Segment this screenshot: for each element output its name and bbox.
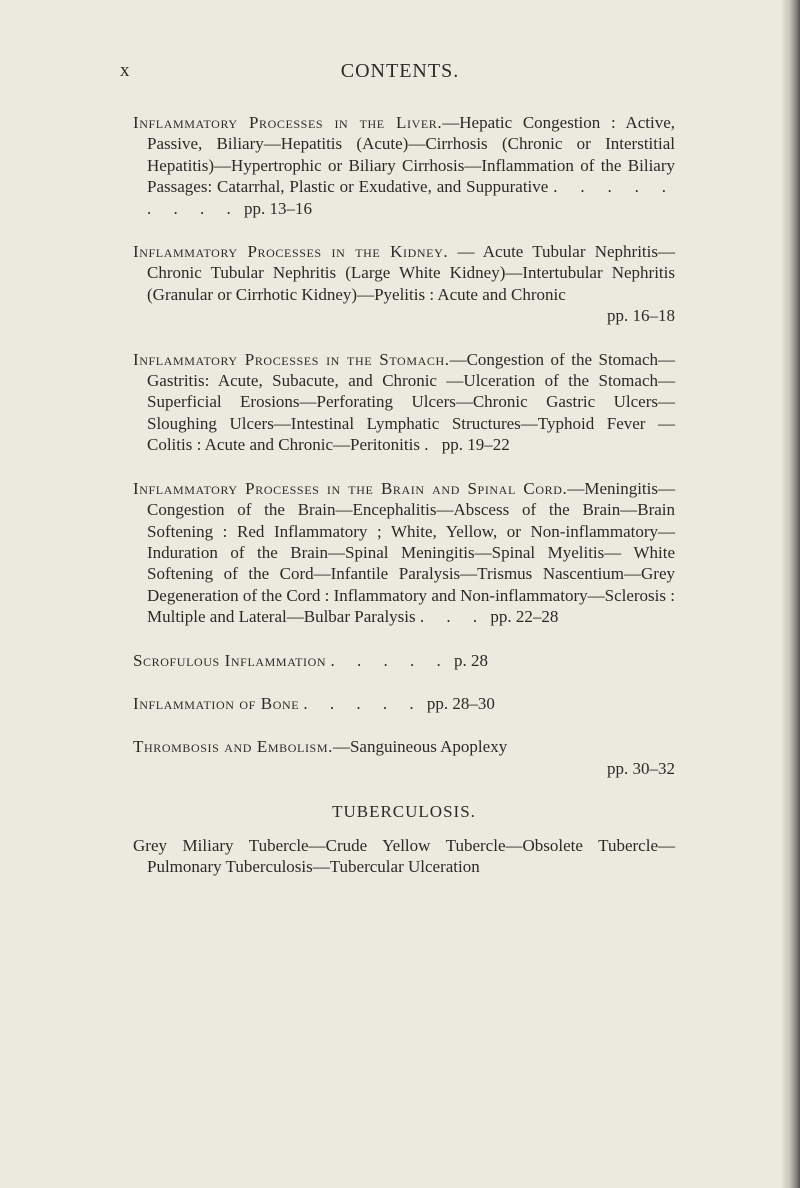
toc-entry-scrofulous xyxy=(133,650,675,671)
entry-heading: Scrofulous Inflammation xyxy=(133,650,327,670)
entry-pages: pp. 19–22 xyxy=(441,435,510,455)
entry-heading: Thrombosis and Embolism. xyxy=(133,737,333,757)
entry-body: —Sanguineous Apoplexy xyxy=(332,737,508,757)
entry-pages: pp. 28–30 xyxy=(426,693,495,713)
page-number: x xyxy=(120,60,131,81)
entry-pages: pp. 30–32 xyxy=(607,758,675,778)
entry-body: Grey Miliary Tubercle—Crude Yellow Tubercle—Obsolete Tubercle—Pulmonary Tuberculosis—Tubercular Ulceration xyxy=(133,835,675,876)
entry-body: — Acute Tubular Nephritis—Chronic Tubular Nephritis (Large White Kidney)—Intertubular Nephritis (Granular or Cirrhotic Kidney)—Pyelitis : Acute and Chronic xyxy=(147,242,675,304)
dot-leaders: . . . xyxy=(419,607,487,627)
entry-heading: Inflammatory Processes in the Liver. xyxy=(133,113,443,132)
dot-leaders: . xyxy=(424,435,438,455)
dot-leaders: . . . . . xyxy=(303,693,423,713)
entry-pages: pp. 13–16 xyxy=(244,198,312,218)
entry-heading: Inflammatory Processes in the Kidney. xyxy=(133,242,449,262)
entry-body: —Congestion of the Stomach—Gastritis: Acute, Subacute, and Chronic —Ulceration of the Stomach—Superficial Erosions—Perforating Ulcers—Chronic Gastric Ulcers—Sloughing Ulcers—Intestinal Lymphatic Structures—Typhoid Fever —Colitis : Acute and Chronic—Peritonitis xyxy=(147,349,675,455)
entry-body: —Meningitis—Congestion of the Brain—Encephalitis—Abscess of the Brain—Brain Softening : Red Inflammatory ; White, Yellow, or Non-inflammatory—Induration of the Brain—Spinal Meningitis—Spinal Myelitis— White Softening of the Cord—Infantile Paralysis—Trismus Nascentium—Grey Degeneration of the Cord : Inflammatory and Non-inflammatory—Sclerosis : Multiple and Lateral—Bulbar Paralysis xyxy=(147,478,675,627)
toc-entry-bone xyxy=(133,693,675,714)
toc-entry-liver xyxy=(133,112,675,219)
entry-heading: Inflammatory Processes in the Brain and Spinal Cord. xyxy=(133,478,568,498)
entry-pages: p. 28 xyxy=(453,650,488,670)
page-title: CONTENTS. xyxy=(340,60,460,82)
contents-list xyxy=(133,112,675,899)
entry-body: —Hepatic Congestion : Active, Passive, Biliary—Hepatitis (Acute)—Cirrhosis (Chronic or Interstitial Hepatitis)—Hypertrophic or Biliary Cirrhosis—Inflammation of the Biliary Passages: Catarrhal, Plastic or Exudative, and Suppurative xyxy=(147,113,675,197)
page-edge-shadow xyxy=(782,0,800,1188)
dot-leaders: . . . . . . . . . xyxy=(147,177,676,218)
toc-entry-kidney xyxy=(133,241,675,327)
entry-heading: Inflammatory Processes in the Stomach. xyxy=(133,349,450,369)
entry-pages: pp. 22–28 xyxy=(490,607,559,627)
dot-leaders: . . . . . xyxy=(330,650,450,670)
toc-entry-stomach xyxy=(133,349,675,456)
toc-entry-brain-spinal-cord xyxy=(133,478,675,628)
entry-pages: pp. 16–18 xyxy=(607,306,675,326)
toc-entry-tuberculosis xyxy=(133,835,675,878)
toc-entry-thrombosis xyxy=(133,736,675,779)
section-heading-tuberculosis: TUBERCULOSIS. xyxy=(332,802,476,822)
page-header xyxy=(120,60,680,86)
entry-heading: Inflammation of Bone xyxy=(133,693,300,713)
